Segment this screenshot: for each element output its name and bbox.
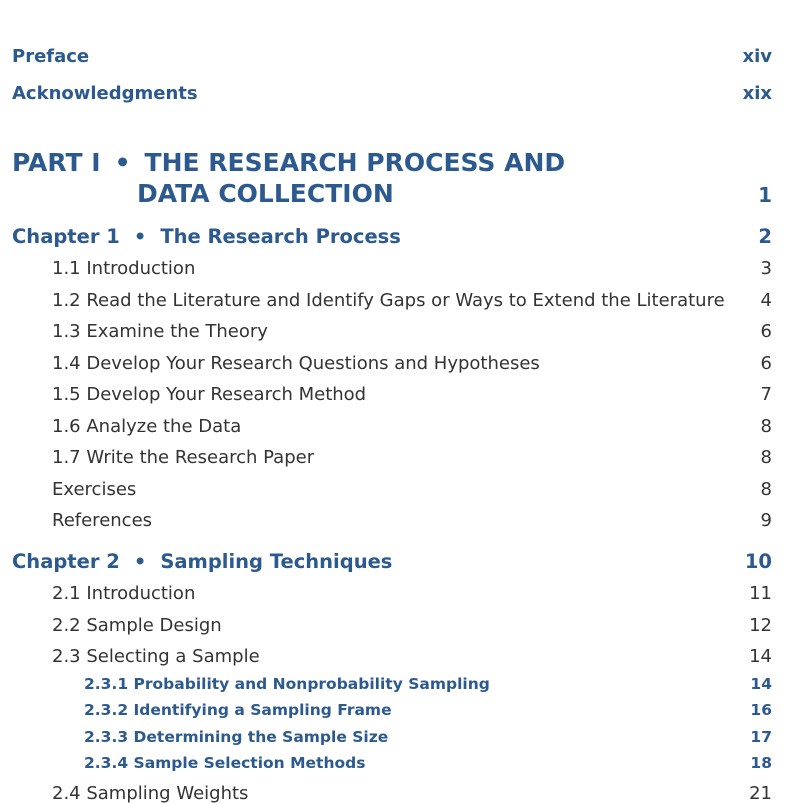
section-label: 1.2 Read the Literature and Identify Gaps or Ways to Extend the Literature [52,290,725,311]
part-title-line1: THE RESEARCH PROCESS AND [144,148,566,177]
subsection-page: 18 [750,754,772,772]
subsection-page: 14 [750,675,772,693]
subsection-page: 17 [750,728,772,746]
toc-subsection[interactable] [84,728,772,746]
toc-section[interactable] [52,353,772,374]
section-label: 1.3 Examine the Theory [52,321,268,342]
subsection-page: 16 [750,701,772,719]
section-page: 7 [760,384,772,405]
chapter-page: 2 [758,225,772,248]
section-page: 8 [760,479,772,500]
toc-section[interactable] [52,583,772,604]
bullet-separator: • [114,148,131,177]
chapter-title: Sampling Techniques [160,550,393,573]
subsection-label: 2.3.1 Probability and Nonprobability Sampling [84,675,490,693]
subsection-label: 2.3.3 Determining the Sample Size [84,728,389,746]
section-page: 14 [749,646,772,667]
section-label: Exercises [52,479,137,500]
section-page: 8 [760,447,772,468]
part-number: PART I [12,148,101,177]
chapter-heading-1[interactable] [12,225,772,248]
toc-section[interactable] [52,510,772,531]
toc-subsection[interactable] [84,701,772,719]
section-page: 6 [760,353,772,374]
subsection-label: 2.3.4 Sample Selection Methods [84,754,366,772]
toc-section[interactable] [52,416,772,437]
section-page: 11 [749,583,772,604]
toc-section[interactable] [52,783,772,804]
section-label: 2.2 Sample Design [52,615,222,636]
section-label: 1.5 Develop Your Research Method [52,384,367,405]
section-label: 1.1 Introduction [52,258,196,279]
toc-entry-page: xix [742,83,772,104]
section-label: 1.4 Develop Your Research Questions and Hypotheses [52,353,540,374]
toc-section[interactable] [52,384,772,405]
part-title-line2: DATA COLLECTION [137,179,394,208]
toc-entry-page: xiv [742,46,772,67]
toc-entry-acknowledgments[interactable] [12,83,772,104]
section-label: 2.3 Selecting a Sample [52,646,260,667]
chapter-heading-2[interactable] [12,550,772,573]
toc-section[interactable] [52,447,772,468]
section-page: 3 [760,258,772,279]
section-label: 2.4 Sampling Weights [52,783,249,804]
section-page: 9 [760,510,772,531]
part-page: 1 [758,183,772,207]
chapter-title: The Research Process [160,225,401,248]
toc-subsection[interactable] [84,754,772,772]
section-label: References [52,510,153,531]
toc-section[interactable] [52,646,772,667]
section-page: 6 [760,321,772,342]
toc-entry-label: Preface [12,46,90,67]
chapter-number: Chapter 1 [12,225,120,248]
section-label: 2.1 Introduction [52,583,196,604]
part-heading-line2[interactable] [137,179,772,208]
chapter-number: Chapter 2 [12,550,120,573]
part-heading[interactable] [12,148,772,177]
chapter-page: 10 [744,550,772,573]
bullet-separator: • [133,225,147,248]
toc-entry-label: Acknowledgments [12,83,198,104]
toc-section[interactable] [52,258,772,279]
bullet-separator: • [133,550,147,573]
section-page: 21 [749,783,772,804]
toc-section[interactable] [52,290,772,311]
toc-section[interactable] [52,321,772,342]
toc-section[interactable] [52,615,772,636]
section-page: 8 [760,416,772,437]
toc-entry-preface[interactable] [12,46,772,67]
section-label: 1.7 Write the Research Paper [52,447,315,468]
toc-subsection[interactable] [84,675,772,693]
section-label: 1.6 Analyze the Data [52,416,242,437]
section-page: 4 [760,290,772,311]
toc-section[interactable] [52,479,772,500]
subsection-label: 2.3.2 Identifying a Sampling Frame [84,701,392,719]
section-page: 12 [749,615,772,636]
